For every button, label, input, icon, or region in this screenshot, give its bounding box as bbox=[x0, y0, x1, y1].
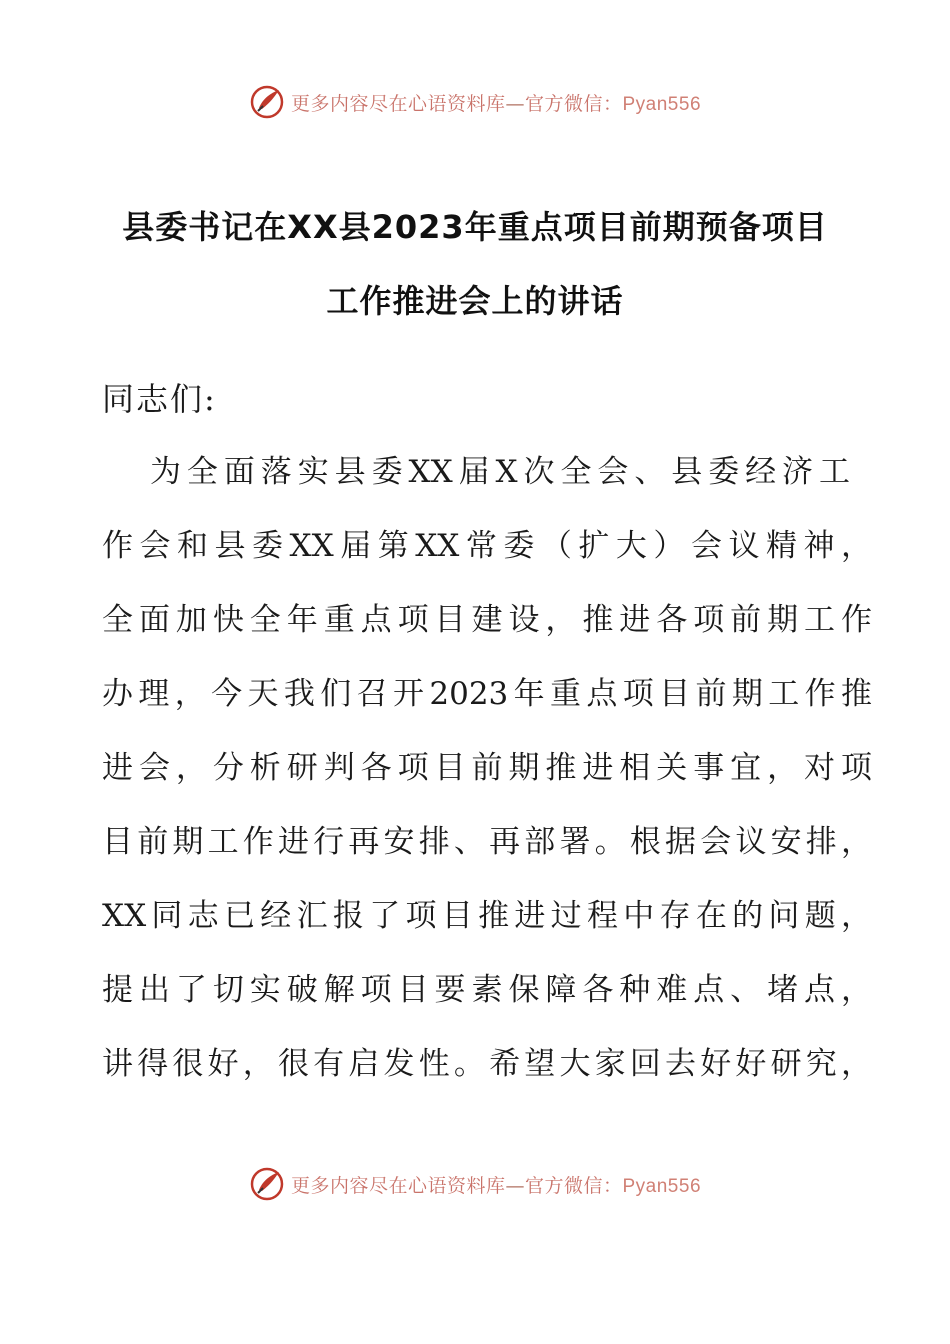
watermark-brand: 更多内容尽在心语资料库 bbox=[290, 1174, 506, 1197]
watermark-label: 官方微信： bbox=[524, 92, 623, 115]
document-title-line-1: 县委书记在XX县2023年重点项目前期预备项目 bbox=[122, 208, 828, 246]
watermark-text bbox=[291, 1171, 701, 1198]
quill-logo-icon bbox=[249, 1166, 285, 1202]
body-line: 为全面落实县委XX届X次全会、县委经济工 bbox=[150, 454, 850, 490]
body-line: 进会，分析研判各项目前期推进相关事宜，对项 bbox=[102, 750, 872, 786]
watermark-label: 官方微信： bbox=[524, 1174, 623, 1197]
salutation: 同志们: bbox=[102, 380, 217, 418]
watermark-wechat-id: Pyan556 bbox=[622, 93, 702, 115]
body-line: 作会和县委XX届第XX常委（扩大）会议精神， bbox=[102, 528, 872, 564]
watermark-wechat-id: Pyan556 bbox=[622, 1175, 702, 1197]
body-line: XX同志已经汇报了项目推进过程中存在的问题， bbox=[102, 898, 872, 934]
body-line: 讲得很好，很有启发性。希望大家回去好好研究， bbox=[102, 1046, 872, 1082]
body-line: 全面加快全年重点项目建设，推进各项前期工作 bbox=[102, 602, 872, 638]
watermark-separator: — bbox=[505, 92, 525, 115]
body-line: 办理，今天我们召开2023年重点项目前期工作推 bbox=[102, 676, 872, 712]
document-title-line-2: 工作推进会上的讲话 bbox=[326, 282, 624, 320]
body-line: 提出了切实破解项目要素保障各种难点、堵点， bbox=[102, 972, 872, 1008]
watermark-brand: 更多内容尽在心语资料库 bbox=[290, 92, 506, 115]
quill-logo-icon bbox=[249, 84, 285, 120]
watermark-text bbox=[291, 89, 701, 116]
header-watermark bbox=[0, 80, 950, 124]
watermark-separator: — bbox=[505, 1174, 525, 1197]
body-line: 目前期工作进行再安排、再部署。根据会议安排， bbox=[102, 824, 872, 860]
footer-watermark bbox=[0, 1162, 950, 1206]
